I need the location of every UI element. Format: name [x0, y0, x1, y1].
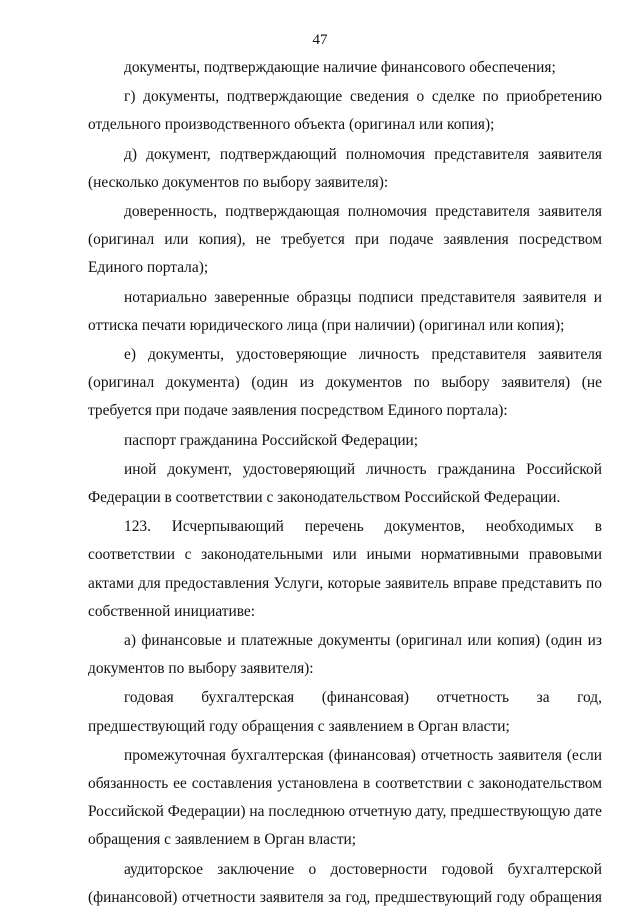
paragraph-financial-docs: документы, подтверждающие наличие финансового обеспечения; [124, 59, 556, 76]
paragraph-passport: паспорт гражданина Российской Федерации; [124, 431, 419, 449]
paragraph-item-e: е) документы, удостоверяющие личность представителя заявителя (оригинал документа) (один из документов по выбору заявителя) (не требуется при подаче заявления посредством Единого портала): [88, 346, 602, 420]
paragraph-item-g: г) документы, подтверждающие сведения о сделке по приобретению отдельного производственного объекта (оригинал или копия); [88, 88, 602, 134]
paragraph-section-123: 123. Исчерпывающий перечень документов, необходимых в соответствии с законодательными или иными нормативными правовыми актами для предоставления Услуги, которые заявитель вправе представить по собственной инициативе: [88, 518, 602, 620]
paragraph-notarized-signatures: нотариально заверенные образцы подписи представителя заявителя и оттиска печати юридического лица (при наличии) (оригинал или копия); [88, 288, 602, 334]
paragraph-audit-report: аудиторское заключение о достоверности годовой бухгалтерской (финансовой) отчетности заявителя за год, предшествующий году обращения [88, 860, 602, 906]
paragraph-item-a: а) финансовые и платежные документы (оригинал или копия) (один из документов по выбору заявителя): [88, 632, 602, 678]
page-number: 47 [312, 32, 328, 48]
paragraph-power-of-attorney: доверенность, подтверждающая полномочия представителя заявителя (оригинал или копия), не требуется при подаче заявления посредством Единого портала); [88, 203, 602, 277]
paragraph-other-id-document: иной документ, удостоверяющий личность гражданина Российской Федерации в соответствии с законодательством Российской Федерации. [88, 460, 602, 507]
paragraph-annual-reporting: годовая бухгалтерская (финансовая) отчетность за год, предшествующий году обращения с заявлением в Орган власти; [88, 689, 602, 735]
document-body [88, 54, 602, 912]
paragraph-interim-reporting: промежуточная бухгалтерская (финансовая) отчетность заявителя (если обязанность ее составления установлена в соответствии с законодательством Российской Федерации) на последнюю отчетную дату, предшествующую дате обращения с заявлением в Орган власти; [88, 746, 602, 849]
paragraph-item-d: д) документ, подтверждающий полномочия представителя заявителя (несколько документов по выбору заявителя): [88, 145, 602, 191]
